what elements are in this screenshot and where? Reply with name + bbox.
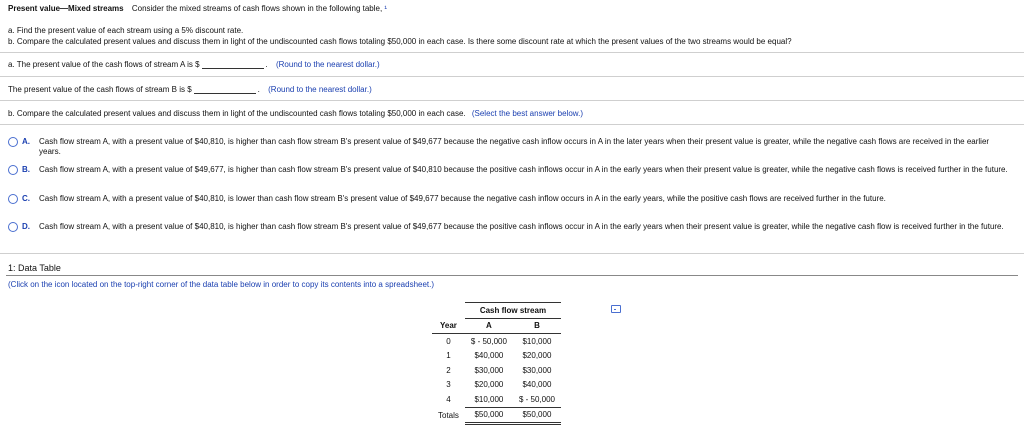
problem-title: Present value—Mixed streams — [8, 4, 124, 13]
cell-a: $50,000 — [465, 407, 513, 424]
option-c-letter: C. — [22, 194, 30, 203]
answer-a-row — [8, 60, 380, 69]
answer-b-row — [8, 85, 372, 94]
option-a-letter: A. — [22, 137, 30, 146]
table-row — [432, 334, 561, 349]
option-a-text: Cash flow stream A, with a present value of $40,810, is higher than cash flow stream B's present value of $49,677 because the negative cash inflow occurs in A in the later years when their present value is greater, while the negative cash flows are received in the earlier years. — [39, 137, 990, 156]
answer-b-prefix: The present value of the cash flows of stream B is $ — [8, 85, 192, 94]
cell-a: $10,000 — [465, 392, 513, 407]
cell-year: 1 — [446, 351, 451, 361]
col-b-header: B — [513, 318, 561, 334]
cell-b: $10,000 — [522, 336, 552, 346]
option-c-text: Cash flow stream A, with a present value of $40,810, is lower than cash flow stream B's present value of $49,677 because the negative cash inflow occurs in A in the early years, while the positive cash flows are received further in the future. — [39, 194, 886, 203]
radio-option-a[interactable] — [8, 137, 18, 147]
problem-header — [8, 4, 387, 13]
part-b-hint: (Select the best answer below.) — [471, 109, 584, 118]
option-b-letter: B. — [22, 165, 30, 174]
info-icon[interactable]: ¹ — [384, 4, 388, 13]
radio-option-c[interactable] — [8, 194, 18, 204]
col-year-header: Year — [432, 318, 465, 334]
divider — [0, 124, 1024, 125]
group-header: Cash flow stream — [465, 303, 561, 319]
divider — [0, 100, 1024, 101]
cell-b: $ - 50,000 — [513, 392, 561, 407]
table-header-row — [432, 318, 561, 334]
question-b: b. Compare the calculated present values and discuss them in light of the undiscounted cash flows totaling $50,000 in each case. Is there some discount rate at which the present values of the two streams would be equal? — [8, 37, 792, 46]
option-d-letter: D. — [22, 222, 30, 231]
cell-a: $30,000 — [474, 365, 504, 375]
data-table-instruction: (Click on the icon located on the top-right corner of the data table below in order to copy its contents into a spreadsheet.) — [8, 280, 435, 289]
copy-table-icon[interactable] — [611, 305, 621, 313]
answer-b-hint: (Round to the nearest dollar.) — [268, 85, 372, 94]
answer-b-input[interactable] — [194, 85, 256, 94]
cell-a: $40,000 — [474, 351, 504, 361]
cell-year: 3 — [446, 380, 451, 390]
radio-option-b[interactable] — [8, 165, 18, 175]
option-b-text: Cash flow stream A, with a present value of $49,677, is higher than cash flow stream B's present value of $40,810 because the positive cash inflows occur in A in the early years when their present value is greater, while the negative cash flows is received further in the future. — [39, 165, 1008, 174]
cell-a: $20,000 — [474, 380, 504, 390]
option-d-text: Cash flow stream A, with a present value of $40,810, is higher than cash flow stream B's present value of $49,677 because the positive cash inflows occur in A in the early years when their present value is greater, while the negative cash flow is received further in the future. — [39, 222, 1004, 231]
answer-a-input[interactable] — [202, 60, 264, 69]
problem-intro: Consider the mixed streams of cash flows shown in the following table, — [131, 4, 383, 13]
divider — [6, 275, 1018, 276]
divider — [0, 253, 1024, 254]
table-totals-row — [432, 407, 561, 424]
table-row — [432, 378, 561, 393]
answer-b-suffix: . — [257, 85, 260, 94]
cell-b: $40,000 — [522, 380, 552, 390]
table-row — [432, 392, 561, 407]
cell-a: $ - 50,000 — [470, 336, 507, 346]
part-b-row — [8, 109, 583, 118]
answer-a-hint: (Round to the nearest dollar.) — [275, 60, 380, 69]
cell-year: 4 — [446, 395, 451, 404]
data-table-label: 1: Data Table — [8, 263, 61, 273]
divider — [0, 76, 1024, 77]
answer-a-prefix: a. The present value of the cash flows of stream A is $ — [8, 60, 200, 69]
cell-b: $20,000 — [522, 351, 552, 361]
cell-year: Totals — [438, 410, 459, 420]
table-row — [432, 363, 561, 378]
col-a-header: A — [465, 318, 513, 334]
question-a: a. Find the present value of each stream using a 5% discount rate. — [8, 26, 244, 35]
answer-a-suffix: . — [265, 60, 268, 69]
cell-b: $50,000 — [513, 407, 561, 424]
cell-b: $30,000 — [522, 365, 552, 375]
cell-year: 2 — [446, 365, 451, 375]
part-b-prompt: b. Compare the calculated present values and discuss them in light of the undiscounted cash flows totaling $50,000 in each case. — [8, 109, 466, 118]
cell-year: 0 — [446, 336, 451, 346]
radio-option-d[interactable] — [8, 222, 18, 232]
table-row — [432, 349, 561, 364]
data-table — [432, 302, 561, 425]
table-group-header-row — [432, 303, 561, 319]
divider — [0, 52, 1024, 53]
